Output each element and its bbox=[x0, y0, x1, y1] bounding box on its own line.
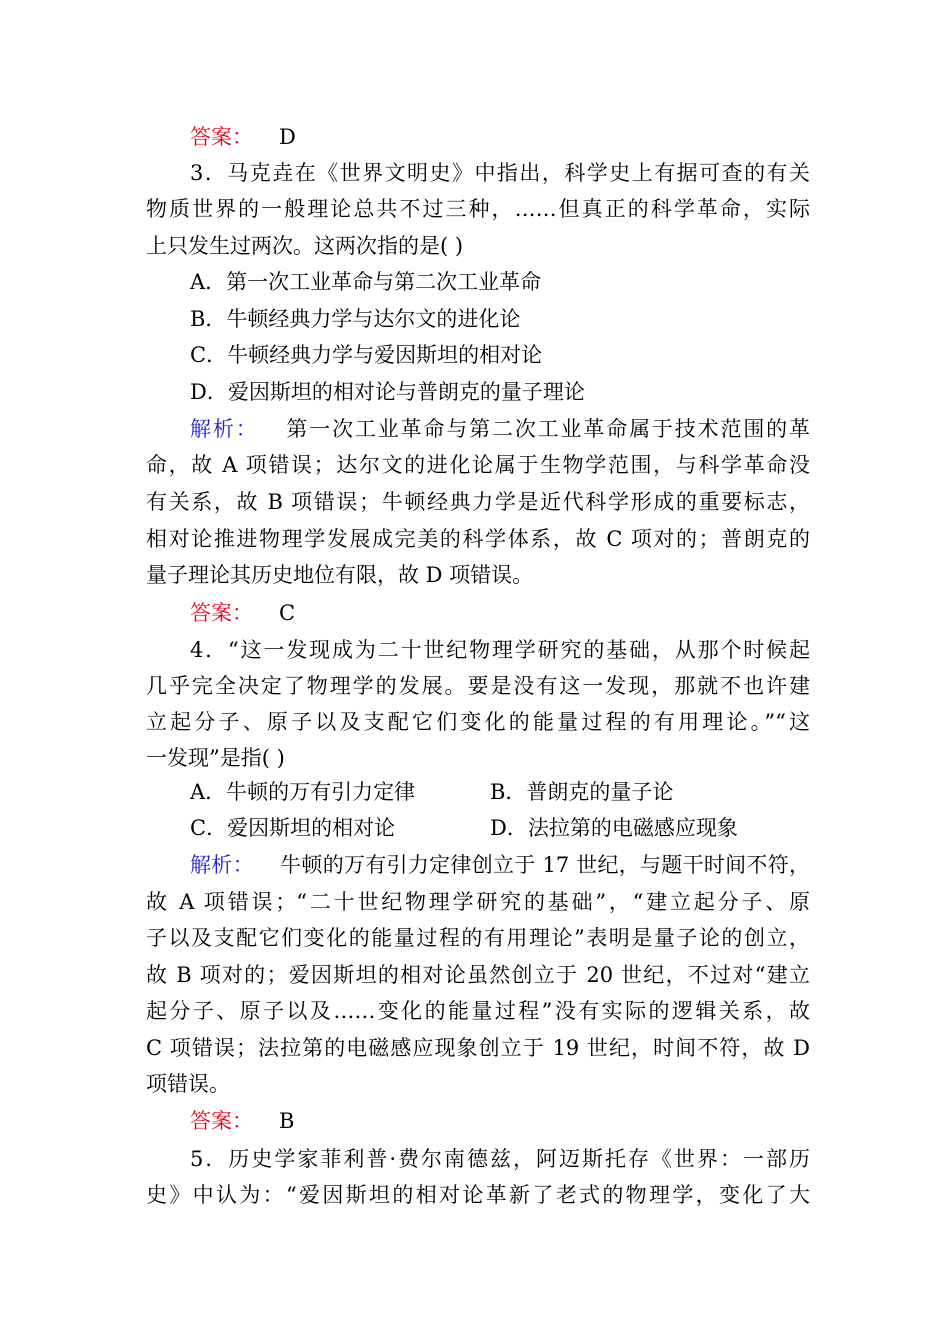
answer-line bbox=[190, 119, 810, 155]
analysis-label: 解析： bbox=[190, 417, 259, 441]
question-3-option-c: C．牛顿经典力学与爱因斯坦的相对论 bbox=[190, 343, 543, 367]
answer-label: 答案： bbox=[190, 601, 253, 625]
answer-label: 答案： bbox=[190, 1109, 253, 1133]
question-3-line-2: 物质世界的一般理论总共不过三种，……但真正的科学革命，实际 bbox=[146, 197, 810, 221]
question-5-line-2: 史》中认为：“爱因斯坦的相对论革新了老式的物理学，变化了大 bbox=[146, 1183, 810, 1207]
answer-line bbox=[190, 595, 810, 631]
question-4-option-d: D．法拉第的电磁感应现象 bbox=[490, 816, 738, 840]
question-4-line-2: 几乎完全决定了物理学的发展。要是没有这一发现，那就不也许建 bbox=[146, 674, 810, 698]
question-4-analysis-line-7: 项错误。 bbox=[146, 1072, 230, 1096]
question-3-option-b: B．牛顿经典力学与达尔文的进化论 bbox=[190, 307, 521, 331]
question-3-analysis-line-4: 相对论推进物理学发展成完美的科学体系，故 C 项对的；普朗克的 bbox=[146, 527, 810, 551]
question-3-analysis-line-2: 命，故 A 项错误；达尔文的进化论属于生物学范围，与科学革命没 bbox=[146, 453, 810, 477]
analysis-text: 牛顿的万有引力定律创立于 17 世纪，与题干时间不符， bbox=[279, 853, 810, 877]
question-4-option-c: C．爱因斯坦的相对论 bbox=[190, 816, 396, 840]
question-4-analysis-line-1 bbox=[190, 847, 810, 883]
answer-value: C bbox=[279, 601, 296, 625]
question-4-analysis-line-2: 故 A 项错误；“二十世纪物理学研究的基础”，“建立起分子、原 bbox=[146, 890, 810, 914]
question-3-analysis-line-1 bbox=[190, 411, 810, 447]
answer-value: D bbox=[279, 125, 296, 149]
question-3-option-a: A．第一次工业革命与第二次工业革命 bbox=[190, 270, 542, 294]
question-5-line-1: 5．历史学家菲利普·费尔南德兹，阿迈斯托存《世界：一部历 bbox=[190, 1147, 810, 1171]
question-4-option-b: B．普朗克的量子论 bbox=[490, 780, 674, 804]
question-4-analysis-line-6: C 项错误；法拉第的电磁感应现象创立于 19 世纪，时间不符，故 D bbox=[146, 1036, 810, 1060]
answer-value: B bbox=[279, 1109, 295, 1133]
answer-label: 答案： bbox=[190, 125, 253, 149]
answer-line bbox=[190, 1103, 810, 1139]
question-3-option-d: D．爱因斯坦的相对论与普朗克的量子理论 bbox=[190, 380, 585, 404]
question-3-line-3: 上只发生过两次。这两次指的是( ) bbox=[146, 234, 464, 258]
question-4-line-3: 立起分子、原子以及支配它们变化的能量过程的有用理论。”“这 bbox=[146, 710, 810, 734]
question-4-line-4: 一发现”是指( ) bbox=[146, 746, 285, 770]
question-3-analysis-line-5: 量子理论其历史地位有限，故 D 项错误。 bbox=[146, 563, 534, 587]
question-3-line-1: 3．马克垚在《世界文明史》中指出，科学史上有据可查的有关 bbox=[190, 161, 810, 185]
question-4-option-a: A．牛顿的万有引力定律 bbox=[190, 780, 416, 804]
question-4-analysis-line-5: 起分子、原子以及……变化的能量过程”没有实际的逻辑关系，故 bbox=[146, 999, 810, 1023]
question-4-analysis-line-4: 故 B 项对的；爱因斯坦的相对论虽然创立于 20 世纪，不过对“建立 bbox=[146, 963, 810, 987]
question-4-analysis-line-3: 子以及支配它们变化的能量过程的有用理论”表明是量子论的创立， bbox=[146, 926, 810, 950]
analysis-text: 第一次工业革命与第二次工业革命属于技术范围的革 bbox=[284, 417, 810, 441]
question-3-analysis-line-3: 有关系，故 B 项错误；牛顿经典力学是近代科学形成的重要标志， bbox=[146, 490, 810, 514]
analysis-label: 解析： bbox=[190, 853, 254, 877]
question-4-line-1: 4．“这一发现成为二十世纪物理学研究的基础，从那个时候起 bbox=[190, 638, 810, 662]
